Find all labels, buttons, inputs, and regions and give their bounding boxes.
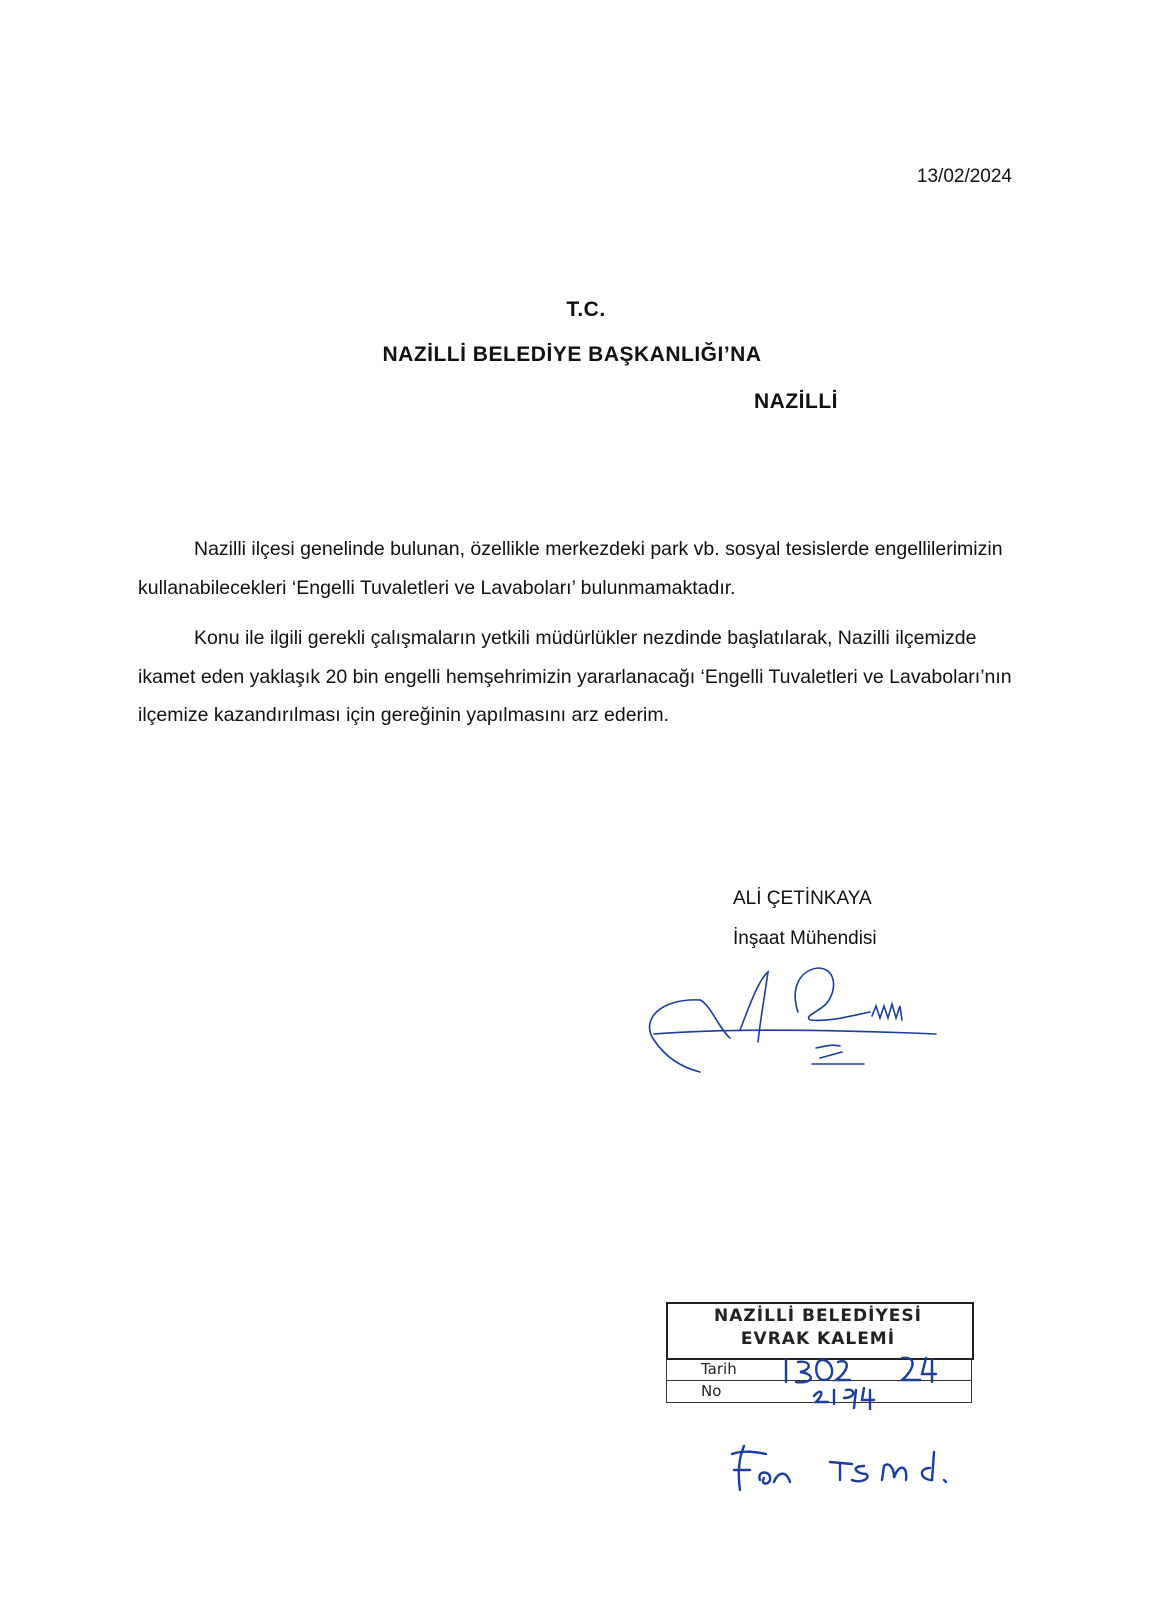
signatory-name: ALİ ÇETİNKAYA	[733, 888, 872, 909]
letter-date: 13/02/2024	[916, 166, 1012, 187]
handwritten-note	[720, 1440, 980, 1500]
stamp-line-1: NAZİLLİ BELEDİYESİ	[714, 1306, 922, 1326]
heading-city: NAZİLLİ	[754, 390, 838, 413]
paragraph-2	[138, 619, 1018, 735]
paragraph-2-text: Konu ile ilgili gerekli çalışmaların yetkili müdürlükler nezdinde başlatılarak, Nazilli ilçemizde ikamet eden yaklaşık 20 bin engelli hemşehrimizin yararlanacağı ‘Engelli Tuvaletleri ve Lavaboları’nın ilçemize kazandırılması için gereğinin yapılmasını arz ederim.	[138, 627, 1012, 726]
stamp-line-2: EVRAK KALEMİ	[740, 1329, 896, 1349]
heading-tc: T.C.	[566, 298, 606, 321]
handwritten-signature	[640, 960, 950, 1080]
paragraph-1-text: Nazilli ilçesi genelinde bulunan, özellikle merkezdeki park vb. sosyal tesislerde engellilerimizin kullanabilecekleri ‘Engelli Tuvaletleri ve Lavaboları’ bulunmamaktadır.	[138, 538, 1003, 599]
heading-recipient: NAZİLLİ BELEDİYE BAŞKANLIĞI’NA	[382, 343, 762, 366]
paragraph-1	[138, 530, 1018, 607]
signatory-title: İnşaat Mühendisi	[733, 928, 877, 949]
handwritten-stamp-entries	[664, 1330, 984, 1410]
stamp-no-label: No	[701, 1382, 722, 1400]
stamp-tarih-label: Tarih	[701, 1360, 737, 1378]
